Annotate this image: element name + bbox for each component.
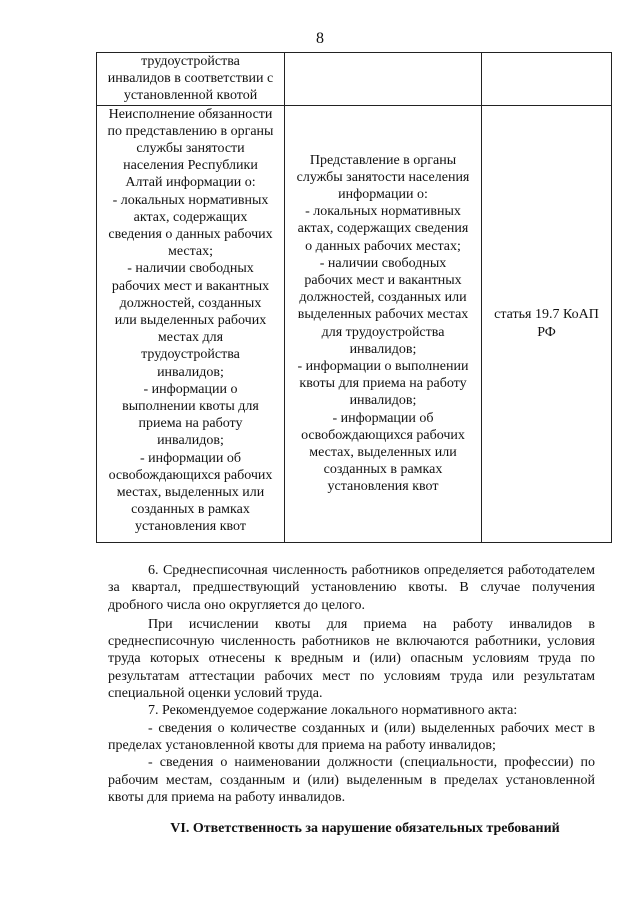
paragraph: - сведения о наименовании должности (специальности, профессии) по рабочим местам, созданным и (или) выделенным в пределах установленной квоты для приема на работу инвалидов. — [108, 755, 595, 805]
cell-text-line: инвалидов; — [349, 341, 417, 357]
cell-text-line: местах, выделенных или — [309, 445, 457, 461]
cell-text-line: - наличии свободных — [319, 255, 447, 271]
paragraph: При исчислении квоты для приема на работу инвалидов в среднесписочную численность работников не включаются работники, условия труда которых отнесены к вредным и (или) опасным условиям труда по результатам аттестации рабочих мест по условиям труда или результатам специальной оценки условий труда. — [108, 616, 595, 702]
requirement-cell — [285, 105, 482, 542]
cell-text-line: службы занятости — [136, 141, 245, 157]
body-text — [108, 562, 595, 806]
responsibility-table — [96, 52, 612, 543]
cell-text-line: местах для — [157, 330, 224, 346]
paragraph: 7. Рекомендуемое содержание локального нормативного акта: — [148, 703, 518, 719]
cell-text-line: Представление в органы — [309, 152, 457, 168]
article-cell — [482, 105, 612, 542]
cell-text-line: сведения о данных рабочих — [108, 227, 273, 243]
cell-text-line: инвалидов; — [157, 433, 224, 449]
table-row — [97, 53, 612, 106]
cell-text-line: по представлению в органы — [107, 123, 274, 139]
cell-text-line: - информации о выполнении — [297, 359, 469, 375]
cell-text-line: службы занятости населения — [296, 169, 470, 185]
section-heading: VI. Ответственность за нарушение обязательных требований — [170, 821, 560, 836]
cell-text-line: рабочих мест и вакантных — [111, 278, 270, 294]
cell-text-line: установления квот — [327, 479, 439, 495]
cell-text-line: актах, содержащих — [133, 209, 248, 225]
cell-text-line: освобождающихся рабочих — [108, 467, 273, 483]
cell-text-line: инвалидов в соответствии с — [107, 71, 274, 87]
cell-text-line: Неисполнение обязанности — [108, 106, 273, 122]
cell-text-line: созданных в рамках — [323, 462, 443, 478]
violation-cell — [97, 53, 285, 106]
cell-text-line: - наличии свободных — [127, 261, 254, 277]
cell-text-line: установления квот — [134, 519, 246, 535]
cell-text-line: актах, содержащих сведения — [297, 221, 469, 237]
cell-text-line: созданных в рамках — [131, 502, 250, 518]
cell-text-line: выделенных рабочих местах — [297, 307, 469, 323]
cell-text-line: для трудоустройства — [321, 324, 445, 340]
cell-text-line: - локальных нормативных — [305, 204, 461, 220]
cell-text-line: - информации об — [332, 410, 434, 426]
paragraph: 6. Среднесписочная численность работников определяется работодателем за квартал, предшествующий установлению квоты. В случае получения дробного числа оно округляется до целого. — [108, 563, 595, 613]
cell-text-line: освобождающихся рабочих — [301, 427, 465, 443]
cell-text-line: - информации о — [143, 381, 238, 397]
cell-text-line: статья 19.7 КоАП — [494, 307, 599, 323]
cell-text-line: квоты для приема на работу — [299, 376, 467, 392]
page-number: 8 — [316, 30, 324, 47]
requirement-cell — [285, 53, 482, 106]
cell-text-line: - информации об — [139, 450, 242, 466]
cell-text-line: местах, выделенных или — [116, 485, 265, 501]
cell-text-line: установленной квотой — [123, 88, 258, 104]
article-cell — [482, 53, 612, 106]
cell-text-line: Алтай информации о: — [125, 175, 256, 191]
cell-text-line: информации о: — [338, 186, 428, 202]
cell-text-line: местах; — [167, 244, 214, 260]
cell-text-line: трудоустройства — [141, 54, 240, 69]
table-row — [97, 105, 612, 542]
cell-text-line: населения Республики — [123, 158, 258, 174]
cell-text-line: должностей, созданных или — [299, 290, 467, 306]
cell-text-line: должностей, созданных — [119, 295, 262, 311]
cell-text-line: рабочих мест и вакантных — [304, 273, 462, 288]
cell-text-line: приема на работу — [138, 416, 243, 432]
cell-text-line: - локальных нормативных — [112, 192, 269, 208]
cell-text-line: РФ — [537, 324, 556, 340]
violation-cell — [97, 105, 285, 542]
cell-text-line: инвалидов; — [157, 364, 224, 380]
cell-text-line: о данных рабочих местах; — [305, 238, 461, 254]
cell-text-line: или выделенных рабочих — [114, 313, 267, 329]
cell-text-line: инвалидов; — [349, 393, 417, 409]
cell-text-line: трудоустройства — [141, 347, 240, 363]
cell-text-line: выполнении квоты для — [122, 399, 259, 415]
paragraph: - сведения о количестве созданных и (или) выделенных рабочих мест в пределах установленной квоты для приема на работу инвалидов; — [108, 720, 595, 753]
